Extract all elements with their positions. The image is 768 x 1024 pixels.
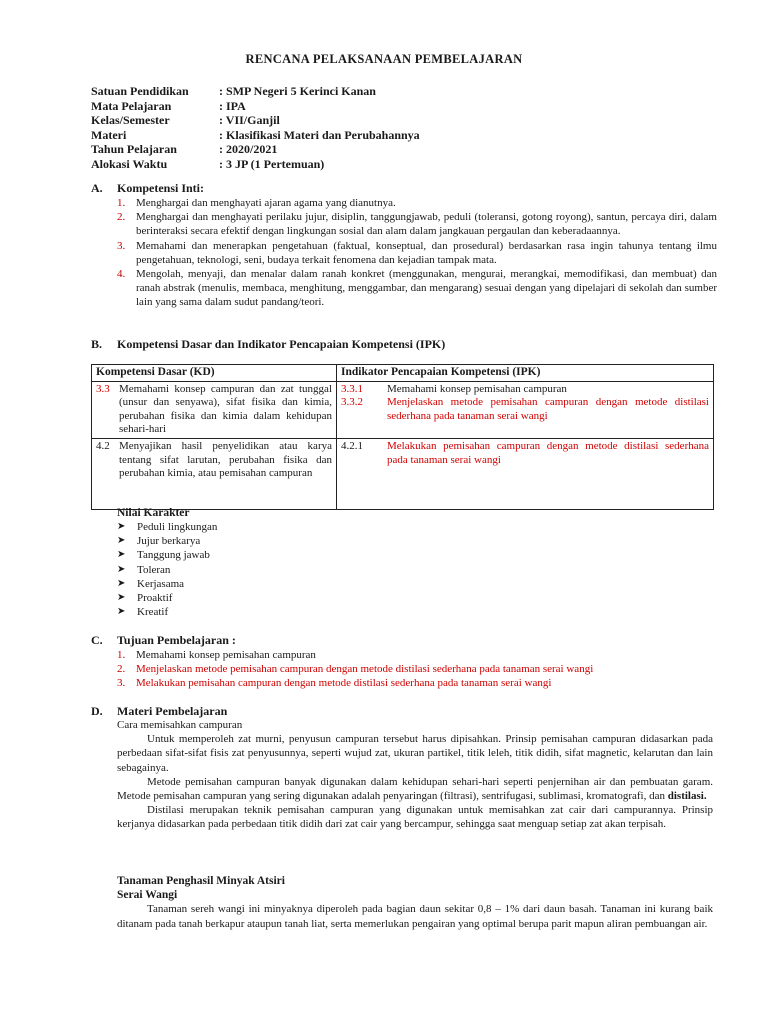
list-item <box>117 520 217 534</box>
item-text: Melakukan pemisahan campuran dengan metode distilasi sederhana pada tanaman serai wangi <box>136 677 552 690</box>
section-a-heading <box>91 181 204 196</box>
section-letter: A. <box>91 181 103 195</box>
item-text: Toleran <box>137 563 171 576</box>
item-text: Jujur berkarya <box>137 535 201 548</box>
list-item <box>117 648 717 662</box>
section-d-heading <box>91 704 227 719</box>
materi-paragraph <box>117 775 713 803</box>
tanaman-content <box>117 874 713 931</box>
arrow-bullet-icon: ➤ <box>117 606 126 618</box>
arrow-bullet-icon: ➤ <box>117 577 126 589</box>
section-c-heading <box>91 633 236 648</box>
nilai-karakter-list <box>117 520 217 619</box>
kd-code: 3.3 <box>96 382 110 395</box>
table-cell <box>92 438 337 509</box>
kd-code: 4.2 <box>96 439 110 452</box>
item-number: 3. <box>117 239 126 252</box>
identity-label: Alokasi Waktu <box>91 156 168 171</box>
table-cell <box>337 381 714 438</box>
list-item <box>117 577 217 591</box>
item-text: Proaktif <box>137 592 173 605</box>
list-item <box>117 676 717 690</box>
identity-value: : SMP Negeri 5 Kerinci Kanan <box>219 84 376 98</box>
table-header-row <box>92 365 714 382</box>
section-b-heading <box>91 337 445 352</box>
identity-value: : Klasifikasi Materi dan Perubahannya <box>219 127 420 142</box>
item-text: Kerjasama <box>137 577 185 590</box>
arrow-bullet-icon: ➤ <box>117 521 126 532</box>
section-title: Materi Pembelajaran <box>117 704 228 718</box>
item-number: 4. <box>117 268 126 281</box>
table-row <box>92 438 714 509</box>
identity-label: Mata Pelajaran <box>91 98 172 113</box>
ipk-code: 4.2.1 <box>341 439 363 452</box>
table-header: Kompetensi Dasar (KD) <box>92 365 337 382</box>
identity-value: : 2020/2021 <box>219 142 278 157</box>
section-title: Kompetensi Inti: <box>117 181 204 195</box>
table-row <box>92 381 714 438</box>
item-number: 3. <box>117 677 126 690</box>
section-letter: C. <box>91 633 103 647</box>
item-text: Peduli lingkungan <box>137 521 218 533</box>
paragraph-text: Metode pemisahan campuran banyak digunakan dalam kehidupan sehari-hari seperti penjernihan air dan pembuatan garam. Metode pemisahan campuran yang sering digunakan adalah penyaringan (filtrasi), sentrifugasi, sublimasi, kromatografi, dan <box>117 775 713 803</box>
section-letter: D. <box>91 704 103 718</box>
item-number: 1. <box>117 197 126 209</box>
nilai-karakter-heading: Nilai Karakter <box>117 507 190 519</box>
identity-label: Tahun Pelajaran <box>91 142 177 157</box>
identity-row <box>91 84 420 99</box>
identity-row <box>91 113 420 128</box>
identity-row <box>91 157 420 172</box>
identity-row <box>91 142 420 157</box>
identity-label: Materi <box>91 127 127 142</box>
materi-paragraph: Untuk memperoleh zat murni, penyusun campuran tersebut harus dipisahkan. Prinsip pemisahan campuran didasarkan pada perbedaan sifat-sifat fisis zat penyusunnya, seperti wujud zat, ukuran partikel, titik leleh, titik didih, sifat magnetic, kelarutan dan lain sebagainya. <box>117 733 713 774</box>
materi-subheading: Cara memisahkan campuran <box>117 719 243 731</box>
item-text: Menjelaskan metode pemisahan campuran dengan metode distilasi sederhana pada tanaman serai wangi <box>136 663 594 676</box>
identity-value: : VII/Ganjil <box>219 113 280 128</box>
list-item <box>117 548 217 562</box>
identity-block <box>91 84 420 172</box>
ipk-text: Menjelaskan metode pemisahan campuran dengan metode distilasi sederhana pada tanaman serai wangi <box>387 396 709 422</box>
table-cell <box>337 438 714 509</box>
identity-row <box>91 128 420 143</box>
list-item <box>117 210 717 238</box>
arrow-bullet-icon: ➤ <box>117 549 126 561</box>
list-item <box>117 563 217 577</box>
serai-paragraph: Tanaman sereh wangi ini minyaknya diperoleh pada bagian daun sekitar 0,8 – 1% dari daun basah. Tanaman ini kurang baik ditanam pada tanah berkapur ataupun tanah liat, serta memerlukan pengairan yang optimal berupa parit mapun aliran pembuangan air. <box>117 903 713 930</box>
item-number: 2. <box>117 211 126 224</box>
item-text: Memahami dan menerapkan pengetahuan (faktual, konseptual, dan prosedural) berdasarkan rasa ingin tahunya tentang ilmu pengetahuan, teknologi, seni, budaya terkait fenomena dan kejadian tampak mata. <box>136 239 717 266</box>
materi-paragraph: Distilasi merupakan teknik pemisahan campuran yang digunakan untuk memisahkan zat cair dari campurannya. Prinsip kerjanya didasarkan pada perbedaan titik didih dari zat cair yang bercampur, sehingga saat menguap setiap zat akan terpisah. <box>117 804 713 831</box>
list-item <box>117 534 217 548</box>
document-title: RENCANA PELAKSANAAN PEMBELAJARAN <box>245 52 523 66</box>
materi-content <box>117 718 713 832</box>
ipk-code: 3.3.2 <box>341 396 363 409</box>
kd-ipk-table <box>91 364 714 510</box>
kd-text: Memahami konsep campuran dan zat tunggal (unsur dan senyawa), sifat fisika dan kimia, perubahan fisika dan kimia dalam kehidupan sehari-hari <box>119 382 332 436</box>
kompetensi-inti-list <box>117 196 717 310</box>
identity-value: : IPA <box>219 98 246 113</box>
item-number: 2. <box>117 663 126 676</box>
section-letter: B. <box>91 337 103 351</box>
ipk-text: Memahami konsep pemisahan campuran <box>387 382 567 395</box>
item-number: 1. <box>117 649 126 661</box>
table-cell <box>92 381 337 438</box>
item-text: Memahami konsep pemisahan campuran <box>136 649 316 661</box>
item-text: Menghargai dan menghayati perilaku jujur, disiplin, tanggungjawab, peduli (toleransi, gotong royong), santun, percaya diri, dalam berinteraksi secara efektif dengan lingkungan sosial dan alam dalam jangkauan pergaulan dan keberadaannya. <box>136 211 717 238</box>
item-text: Tanggung jawab <box>137 549 210 562</box>
item-text: Mengolah, menyaji, dan menalar dalam ranah konkret (menggunakan, mengurai, merangkai, memodifikasi, dan membuat) dan ranah abstrak (menulis, membaca, menghitung, menggambar, dan mengarang) sesuai dengan yang dipelajari di sekolah dan sumber lain yang sama dalam sudut pandang/teori. <box>136 268 717 309</box>
list-item <box>117 662 717 676</box>
kd-text: Menyajikan hasil penyelidikan atau karya tentang sifat larutan, perubahan fisika dan perubahan kimia, atau pemisahan campuran <box>119 439 332 480</box>
table-header: Indikator Pencapaian Kompetensi (IPK) <box>337 365 714 382</box>
paragraph-bold-text: distilasi. <box>667 790 707 803</box>
tanaman-heading: Tanaman Penghasil Minyak Atsiri <box>117 875 285 887</box>
arrow-bullet-icon: ➤ <box>117 563 126 575</box>
list-item <box>117 267 717 310</box>
section-title: Kompetensi Dasar dan Indikator Pencapaian Kompetensi (IPK) <box>117 337 446 351</box>
tujuan-list <box>117 648 717 691</box>
serai-heading: Serai Wangi <box>117 889 178 902</box>
identity-value: : 3 JP (1 Pertemuan) <box>219 156 325 171</box>
arrow-bullet-icon: ➤ <box>117 535 126 547</box>
section-title: Tujuan Pembelajaran : <box>117 633 236 647</box>
identity-label: Satuan Pendidikan <box>91 84 189 98</box>
item-text: Kreatif <box>137 606 169 619</box>
list-item <box>117 591 217 605</box>
ipk-text: Melakukan pemisahan campuran dengan metode distilasi sederhana pada tanaman serai wangi <box>387 439 709 466</box>
identity-label: Kelas/Semester <box>91 113 170 128</box>
identity-row <box>91 99 420 114</box>
item-text: Menghargai dan menghayati ajaran agama yang dianutnya. <box>136 197 396 209</box>
arrow-bullet-icon: ➤ <box>117 592 126 604</box>
ipk-code: 3.3.1 <box>341 382 363 395</box>
list-item <box>117 239 717 267</box>
list-item <box>117 196 717 210</box>
list-item <box>117 605 217 619</box>
